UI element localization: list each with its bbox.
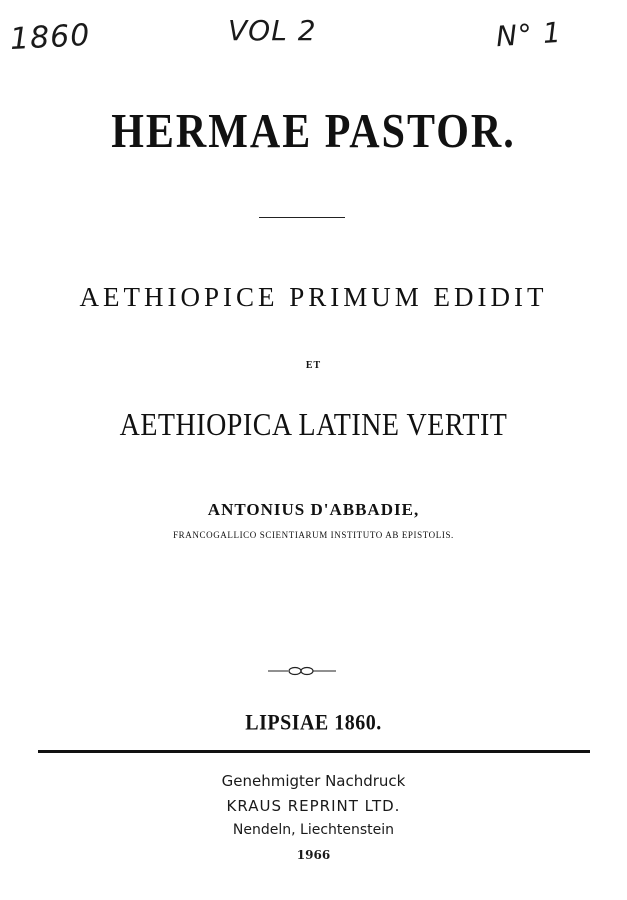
subtitle-line-1: AETHIOPICE PRIMUM EDIDIT: [79, 282, 548, 312]
reprint-year: 1966: [296, 848, 331, 862]
author-affiliation: FRANCOGALLICO SCIENTIARUM INSTITUTO AB EPISTOLIS.: [173, 530, 454, 540]
author-name: ANTONIUS D'ABBADIE,: [207, 500, 420, 519]
subtitle-line-2: AETHIOPICA LATINE VERTIT: [119, 408, 508, 443]
handwritten-number: N° 1: [494, 15, 563, 54]
handwritten-volume: VOL 2: [228, 14, 317, 47]
subtitle-conjunction: ET: [305, 360, 322, 371]
page-title: HERMAE PASTOR.: [111, 105, 516, 159]
reprint-notice: Genehmigter Nachdruck: [221, 772, 406, 790]
imprint-divider: [38, 750, 590, 753]
handwritten-year: 1860: [9, 17, 92, 58]
ornament-icon: [268, 664, 336, 678]
title-divider: [259, 217, 345, 218]
reprint-publisher: KRAUS REPRINT LTD.: [226, 797, 401, 815]
imprint-line: LIPSIAE 1860.: [245, 710, 382, 736]
reprint-location: Nendeln, Liechtenstein: [232, 822, 395, 838]
